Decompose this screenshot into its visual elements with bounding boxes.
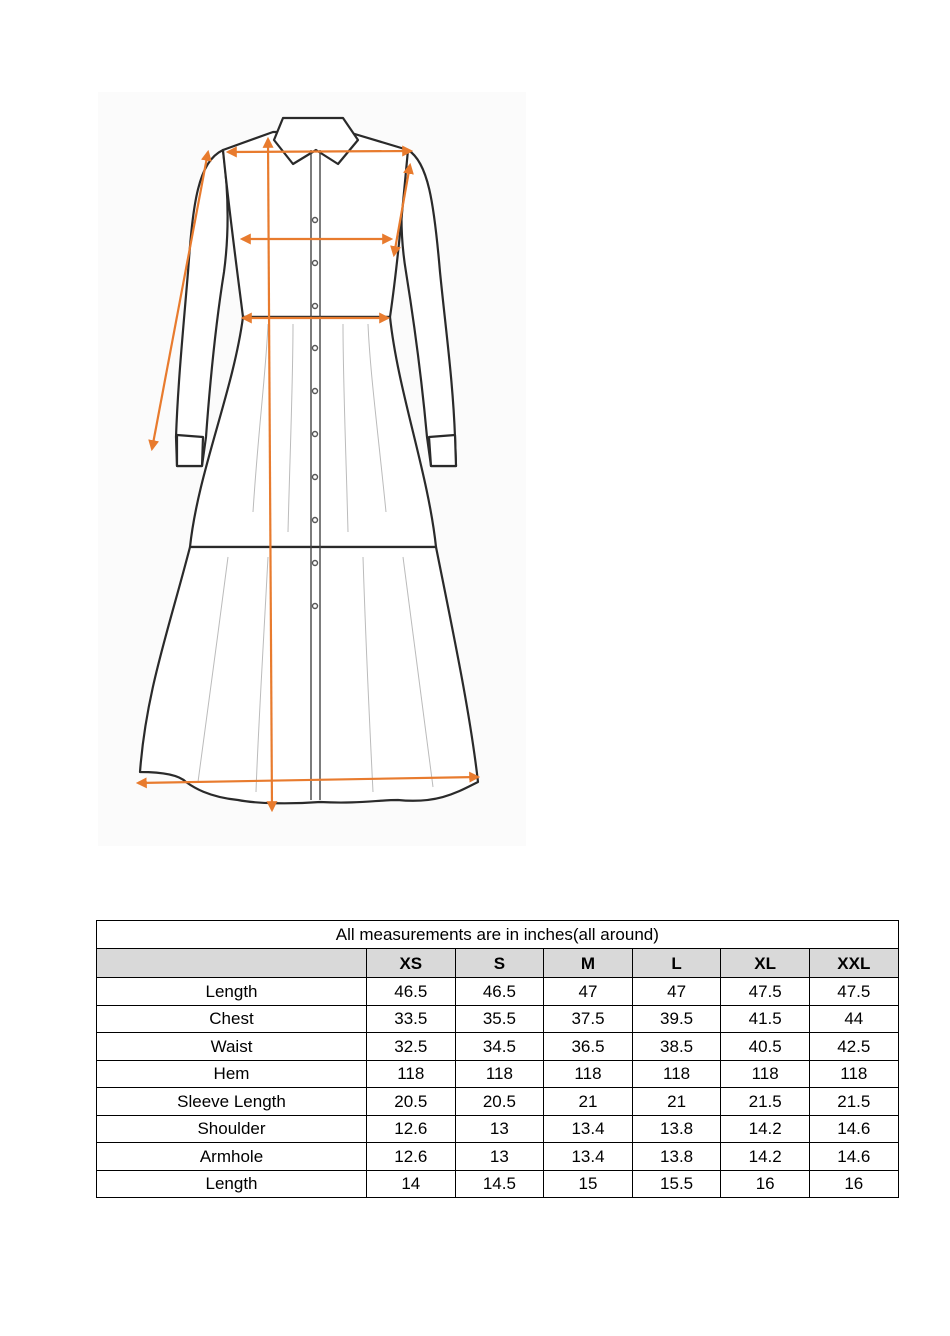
table-cell: 118 [721, 1060, 810, 1088]
table-cell: 34.5 [455, 1033, 544, 1061]
row-label: Shoulder [97, 1115, 367, 1143]
table-cell: 16 [809, 1170, 898, 1198]
dress-measurement-illustration [98, 92, 526, 846]
table-cell: 44 [809, 1005, 898, 1033]
table-cell: 13 [455, 1143, 544, 1171]
table-cell: 41.5 [721, 1005, 810, 1033]
table-cell: 118 [632, 1060, 721, 1088]
table-cell: 118 [809, 1060, 898, 1088]
table-cell: 33.5 [367, 1005, 456, 1033]
table-cell: 14 [367, 1170, 456, 1198]
table-cell: 12.6 [367, 1115, 456, 1143]
table-cell: 32.5 [367, 1033, 456, 1061]
table-cell: 36.5 [544, 1033, 633, 1061]
table-cell: 16 [721, 1170, 810, 1198]
table-cell: 37.5 [544, 1005, 633, 1033]
table-row [97, 1005, 899, 1033]
table-cell: 38.5 [632, 1033, 721, 1061]
size-chart-table [96, 920, 899, 1198]
table-row [97, 1033, 899, 1061]
table-cell: 47 [632, 978, 721, 1006]
header-size-xxl: XXL [809, 949, 898, 978]
table-cell: 46.5 [455, 978, 544, 1006]
table-cell: 21.5 [809, 1088, 898, 1116]
table-cell: 47.5 [721, 978, 810, 1006]
table-row [97, 1088, 899, 1116]
table-cell: 14.6 [809, 1115, 898, 1143]
row-label: Hem [97, 1060, 367, 1088]
row-label: Chest [97, 1005, 367, 1033]
row-label: Sleeve Length [97, 1088, 367, 1116]
table-cell: 21.5 [721, 1088, 810, 1116]
dress-sketch-icon [98, 92, 526, 846]
table-cell: 13 [455, 1115, 544, 1143]
table-cell: 13.8 [632, 1143, 721, 1171]
table-row [97, 1115, 899, 1143]
table-row [97, 1170, 899, 1198]
table-cell: 118 [455, 1060, 544, 1088]
table-caption: All measurements are in inches(all around) [97, 921, 899, 949]
header-size-l: L [632, 949, 721, 978]
table-cell: 20.5 [367, 1088, 456, 1116]
table-cell: 14.6 [809, 1143, 898, 1171]
table-cell: 13.8 [632, 1115, 721, 1143]
table-cell: 40.5 [721, 1033, 810, 1061]
header-size-s: S [455, 949, 544, 978]
table-cell: 15 [544, 1170, 633, 1198]
table-cell: 39.5 [632, 1005, 721, 1033]
table-header-row [97, 949, 899, 978]
table-row [97, 1060, 899, 1088]
table-row [97, 1143, 899, 1171]
header-size-m: M [544, 949, 633, 978]
table-cell: 21 [632, 1088, 721, 1116]
row-label: Length [97, 1170, 367, 1198]
table-cell: 47.5 [809, 978, 898, 1006]
table-cell: 35.5 [455, 1005, 544, 1033]
table-cell: 118 [367, 1060, 456, 1088]
table-cell: 14.2 [721, 1115, 810, 1143]
table-cell: 14.2 [721, 1143, 810, 1171]
table-cell: 20.5 [455, 1088, 544, 1116]
table-cell: 42.5 [809, 1033, 898, 1061]
table-row [97, 978, 899, 1006]
row-label: Length [97, 978, 367, 1006]
table-cell: 14.5 [455, 1170, 544, 1198]
header-size-xl: XL [721, 949, 810, 978]
table-caption-row [97, 921, 899, 949]
table-cell: 47 [544, 978, 633, 1006]
table-cell: 12.6 [367, 1143, 456, 1171]
row-label: Waist [97, 1033, 367, 1061]
table-cell: 118 [544, 1060, 633, 1088]
table-cell: 46.5 [367, 978, 456, 1006]
table-cell: 13.4 [544, 1115, 633, 1143]
table-cell: 13.4 [544, 1143, 633, 1171]
header-size-xs: XS [367, 949, 456, 978]
header-empty-cell [97, 949, 367, 978]
row-label: Armhole [97, 1143, 367, 1171]
table-cell: 21 [544, 1088, 633, 1116]
table-cell: 15.5 [632, 1170, 721, 1198]
